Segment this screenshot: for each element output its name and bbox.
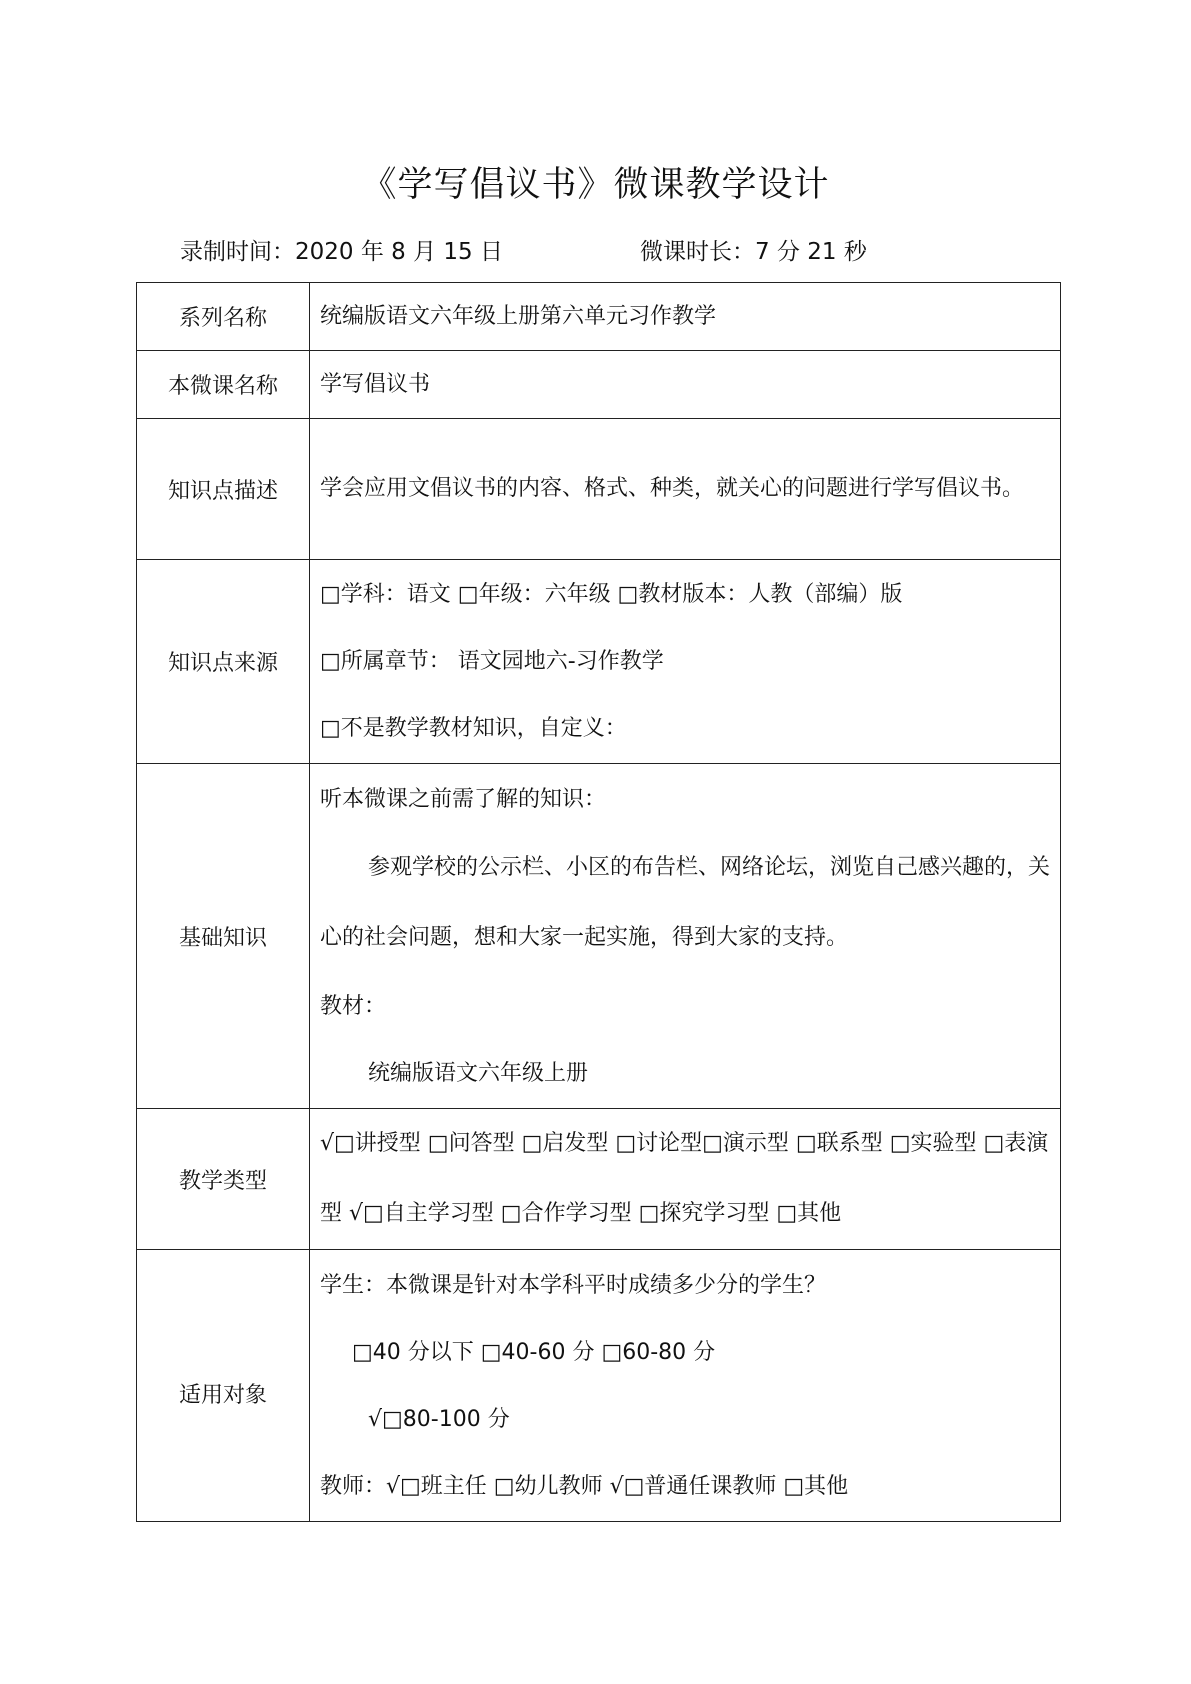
basics-line-3: 教材： [320, 993, 387, 1019]
audience-line-3: √□80-100 分 [368, 1406, 510, 1432]
basics-label: 基础知识 [137, 764, 310, 1109]
record-time: 录制时间：2020 年 8 月 15 日 [180, 239, 503, 265]
table-row-series [137, 283, 1061, 351]
basics-value [310, 764, 1061, 1109]
table-row-basics [137, 764, 1061, 1109]
teaching-type-text: √□讲授型 □问答型 □启发型 □讨论型□演示型 □联系型 □实验型 □表演型 √□自主学习型 □合作学习型 □探究学习型 □其他 [320, 1131, 1049, 1226]
source-value [310, 560, 1061, 764]
series-value [310, 283, 1061, 351]
lesson-name-value [310, 351, 1061, 419]
description-value [310, 419, 1061, 560]
basics-line-1: 听本微课之前需了解的知识： [320, 786, 607, 812]
source-label: 知识点来源 [137, 560, 310, 764]
lesson-name-text: 学写倡议书 [320, 372, 431, 397]
lesson-duration: 微课时长：7 分 21 秒 [640, 239, 867, 265]
audience-value [310, 1250, 1061, 1522]
series-label: 系列名称 [137, 283, 310, 351]
teaching-type-label: 教学类型 [137, 1109, 310, 1250]
lesson-design-table [136, 282, 1061, 1522]
table-row-description [137, 419, 1061, 560]
table-row-audience [137, 1250, 1061, 1522]
description-text: 学会应用文倡议书的内容、格式、种类，就关心的问题进行学写倡议书。 [320, 476, 1025, 501]
lesson-name-label: 本微课名称 [137, 351, 310, 419]
audience-line-4: 教师：√□班主任 □幼儿教师 √□普通任课教师 □其他 [320, 1473, 849, 1499]
teaching-type-value [310, 1109, 1061, 1250]
source-line-2: □所属章节： 语文园地六-习作教学 [320, 649, 664, 674]
table-row-teaching-type [137, 1109, 1061, 1250]
basics-line-4: 统编版语文六年级上册 [368, 1060, 589, 1086]
audience-line-2: □40 分以下 □40-60 分 □60-80 分 [352, 1339, 716, 1365]
basics-line-2: 参观学校的公示栏、小区的布告栏、网络论坛，浏览自己感兴趣的，关心的社会问题，想和大家一起实施，得到大家的支持。 [320, 854, 1051, 950]
table-row-source [137, 560, 1061, 764]
page-title: 《学写倡议书》微课教学设计 [361, 165, 830, 205]
series-text: 统编版语文六年级上册第六单元习作教学 [320, 304, 717, 329]
audience-line-1: 学生：本微课是针对本学科平时成绩多少分的学生？ [320, 1272, 827, 1298]
table-row-lesson-name [137, 351, 1061, 419]
audience-label: 适用对象 [137, 1250, 310, 1522]
source-line-3: □不是教学教材知识，自定义： [320, 716, 627, 741]
source-line-1: □学科：语文 □年级：六年级 □教材版本：人教（部编）版 [320, 582, 903, 607]
description-label: 知识点描述 [137, 419, 310, 560]
